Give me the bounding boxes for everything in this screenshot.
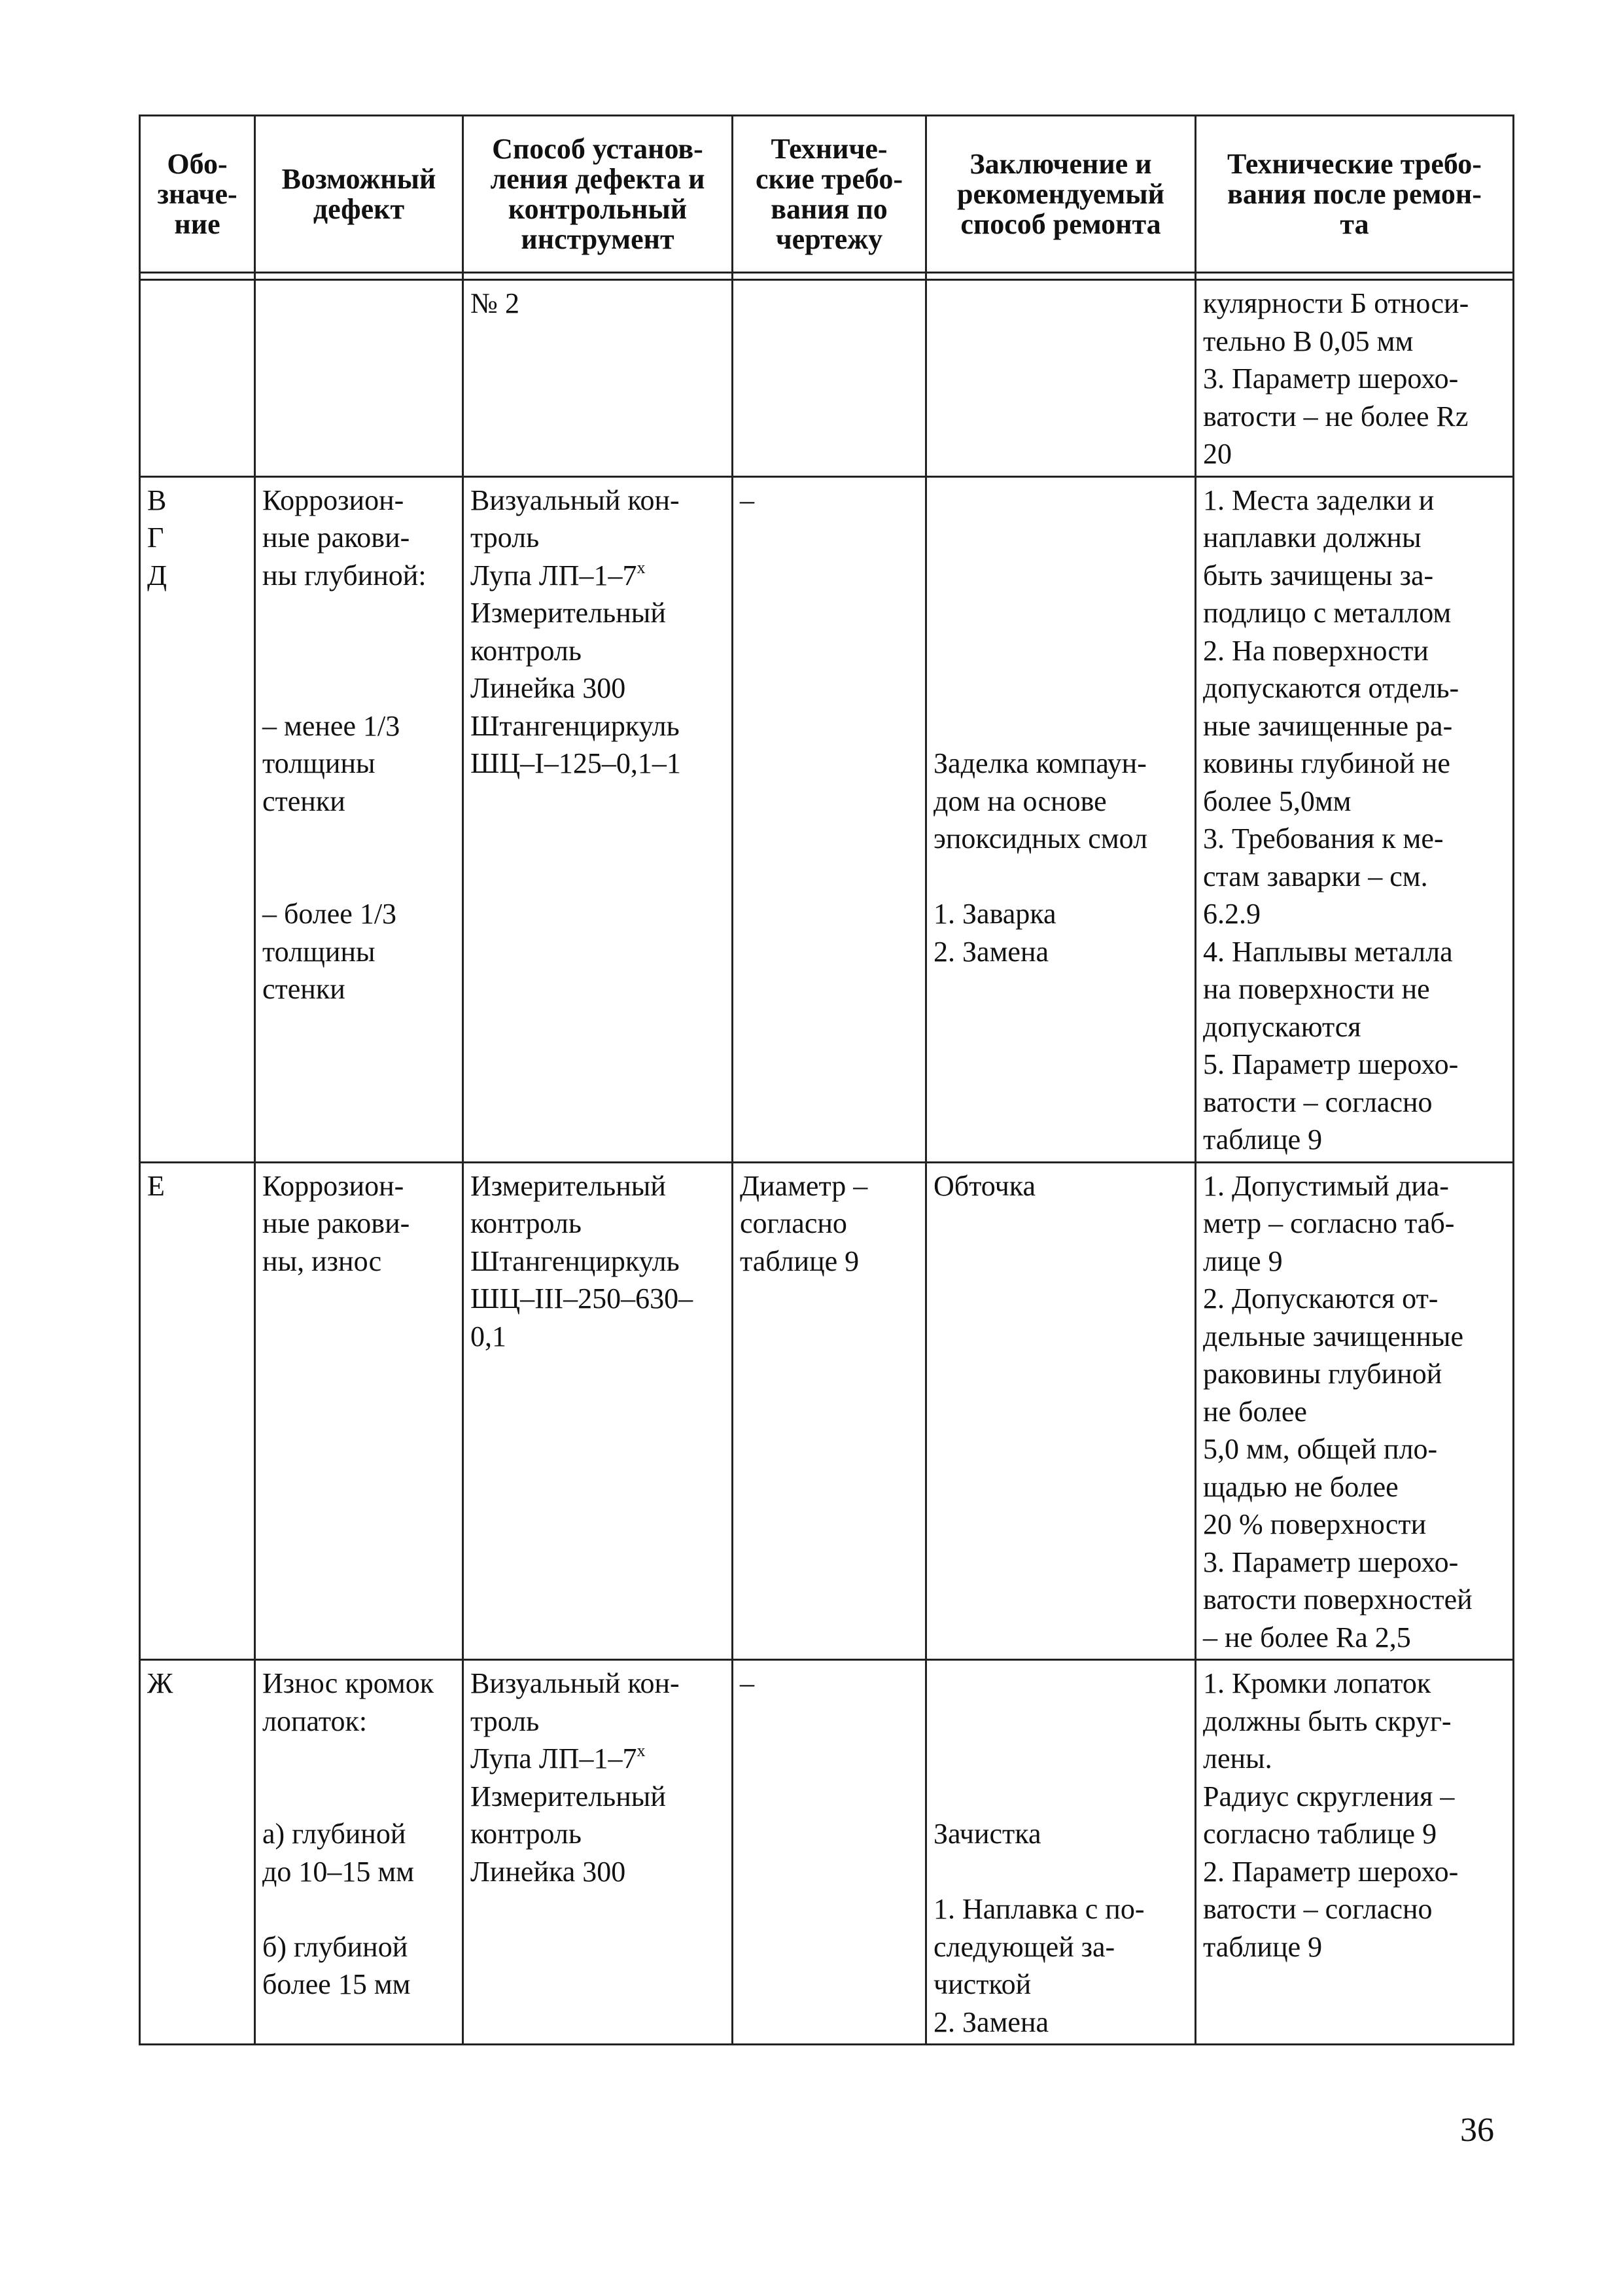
- cell-line: быть зачищены за-: [1203, 559, 1434, 592]
- cell-line: Ж: [147, 1667, 173, 1699]
- header-method: Способ установ- ления дефекта и контрольный инструмент: [463, 116, 733, 273]
- cell-line: ные ракови-: [262, 521, 410, 554]
- cell-line: –: [740, 1667, 754, 1699]
- superscript: х: [637, 557, 646, 577]
- cell-line: [934, 1853, 1188, 1891]
- cell-line: [934, 707, 1188, 745]
- cell-line: б) глубиной: [262, 1930, 408, 1963]
- table-row: [140, 1660, 1514, 2045]
- after-repair-cell: [1196, 476, 1514, 1162]
- cell-line: ШЦ–I–125–0,1–1: [470, 747, 681, 779]
- cell-line: 1. Наплавка с по-: [934, 1893, 1145, 1925]
- cell-line: [262, 632, 455, 670]
- cell-line: 3. Параметр шерохо-: [1203, 1545, 1459, 1578]
- cell-line: эпоксидных смол: [934, 822, 1148, 855]
- cell-line: ные зачищенные ра-: [1203, 709, 1453, 742]
- cell-line: ватости – согласно: [1203, 1086, 1433, 1118]
- cell-line: ные ракови-: [262, 1207, 410, 1239]
- cell-line: [934, 858, 1188, 896]
- cell-line: [934, 1665, 1188, 1703]
- cell-line: Г: [147, 521, 164, 554]
- after-repair-cell: [1196, 1660, 1514, 2045]
- method-cell: [463, 1162, 733, 1660]
- cell-line: троль: [470, 521, 540, 554]
- cell-line: 6.2.9: [1203, 898, 1261, 930]
- cell-line: таблице 9: [740, 1245, 860, 1277]
- cell-line: [934, 1703, 1188, 1740]
- cell-line: до 10–15 мм: [262, 1855, 415, 1888]
- cell-line: [262, 1740, 455, 1778]
- cell-line: Линейка 300: [470, 672, 626, 704]
- cell-line: ковины глубиной не: [1203, 747, 1450, 779]
- cell-line: 4. Наплывы металла: [1203, 935, 1453, 968]
- repair-cell: [926, 1660, 1196, 2045]
- cell-line: Измерительный: [470, 1780, 666, 1812]
- cell-line: 1. Кромки лопаток: [1203, 1667, 1431, 1699]
- cell-line: 5. Параметр шерохо-: [1203, 1048, 1459, 1080]
- cell-line: 1. Допустимый диа-: [1203, 1169, 1449, 1202]
- cell-line: 2. Допускаются от-: [1203, 1282, 1439, 1315]
- header-separator: [140, 273, 1514, 280]
- after-repair-cell: [1196, 1162, 1514, 1660]
- cell-line: Измерительный: [470, 597, 666, 629]
- cell-line: стенки: [262, 785, 345, 817]
- method-cell: [463, 476, 733, 1162]
- defects-table: [139, 115, 1514, 2045]
- cell-line: 1. Места заделки и: [1203, 484, 1435, 516]
- cell-line: должны быть скруг-: [1203, 1704, 1452, 1737]
- designation-cell: [140, 1660, 255, 2045]
- cell-line: В: [147, 484, 167, 516]
- header-designation: Обо- значе- ние: [140, 116, 255, 273]
- drawing-requirements-cell: [733, 1162, 926, 1660]
- superscript: х: [637, 1741, 646, 1760]
- cell-line: на поверхности не: [1203, 973, 1430, 1005]
- cell-line: [934, 669, 1188, 707]
- cell-line: [262, 669, 455, 707]
- cell-line: лопаток:: [262, 1704, 368, 1737]
- cell-line: не более: [1203, 1395, 1307, 1428]
- cell-line: Штангенциркуль: [470, 1245, 680, 1277]
- designation-cell: [140, 476, 255, 1162]
- cell-line: допускаются: [1203, 1010, 1361, 1043]
- cell-line: 5,0 мм, общей пло-: [1203, 1433, 1438, 1465]
- cell-line: [262, 1890, 455, 1928]
- cell-line: ны, износ: [262, 1245, 382, 1277]
- cell-line: [934, 632, 1188, 670]
- cell-line: ватости – не более Rz: [1203, 400, 1469, 433]
- cell-line: более 15 мм: [262, 1968, 411, 2000]
- cell-line: 2. Замена: [934, 2005, 1049, 2038]
- defect-cell: [255, 1660, 463, 2045]
- cell-line: лице 9: [1203, 1245, 1283, 1277]
- defect-cell: [255, 280, 463, 477]
- cell-line: 3. Параметр шерохо-: [1203, 362, 1459, 395]
- cell-line: № 2: [470, 287, 519, 319]
- cell-line: наплавки должны: [1203, 521, 1422, 554]
- header-repair: Заключение и рекомендуемый способ ремонта: [926, 116, 1196, 273]
- cell-line: Коррозион-: [262, 484, 404, 516]
- cell-line: Зачистка: [934, 1818, 1041, 1850]
- cell-line: тельно В 0,05 мм: [1203, 325, 1414, 357]
- cell-line: более 5,0мм: [1203, 785, 1352, 817]
- cell-line: 20: [1203, 438, 1232, 470]
- method-cell: [463, 280, 733, 477]
- cell-line: Измерительный: [470, 1169, 666, 1202]
- cell-line: 2. Замена: [934, 935, 1049, 968]
- cell-line: Диаметр –: [740, 1169, 868, 1202]
- header-drawing-requirements: Техниче- ские требо- вания по чертежу: [733, 116, 926, 273]
- cell-line: контроль: [470, 1207, 582, 1239]
- cell-line: дельные зачищенные: [1203, 1320, 1463, 1352]
- cell-line: Е: [147, 1169, 165, 1202]
- cell-line: дом на основе: [934, 785, 1107, 817]
- cell-line: Износ кромок: [262, 1667, 434, 1699]
- repair-cell: [926, 280, 1196, 477]
- defect-cell: [255, 1162, 463, 1660]
- table-row: [140, 476, 1514, 1162]
- cell-line: [934, 594, 1188, 632]
- drawing-requirements-cell: [733, 280, 926, 477]
- cell-line: чисткой: [934, 1968, 1032, 2000]
- repair-cell: [926, 1162, 1196, 1660]
- cell-line: таблице 9: [1203, 1123, 1323, 1156]
- header-after-repair-requirements: Технические требо- вания после ремон- та: [1196, 116, 1514, 273]
- cell-line: Д: [147, 559, 167, 592]
- cell-line: согласно: [740, 1207, 847, 1239]
- cell-line: – более 1/3: [262, 898, 397, 930]
- cell-line: [934, 1740, 1188, 1778]
- cell-line: таблице 9: [1203, 1930, 1323, 1963]
- cell-line: а) глубиной: [262, 1818, 406, 1850]
- cell-line: Визуальный кон-: [470, 1667, 680, 1699]
- defect-cell: [255, 476, 463, 1162]
- cell-line: Визуальный кон-: [470, 484, 680, 516]
- designation-cell: [140, 280, 255, 477]
- cell-line: Линейка 300: [470, 1855, 626, 1888]
- cell-line: – менее 1/3: [262, 709, 400, 742]
- cell-line: Обточка: [934, 1169, 1036, 1202]
- cell-line: толщины: [262, 935, 375, 968]
- cell-line: Лупа $ЛП-1-7^х$: [470, 1741, 646, 1775]
- drawing-requirements-cell: [733, 1660, 926, 2045]
- cell-line: согласно таблице 9: [1203, 1818, 1437, 1850]
- designation-cell: [140, 1162, 255, 1660]
- header-defect: Возможный дефект: [255, 116, 463, 273]
- cell-line: 2. Параметр шерохо-: [1203, 1855, 1459, 1888]
- method-cell: [463, 1660, 733, 2045]
- table-row: [140, 1162, 1514, 1660]
- cell-line: ны глубиной:: [262, 559, 427, 592]
- cell-line: 1. Заварка: [934, 898, 1056, 930]
- cell-line: контроль: [470, 1818, 582, 1850]
- cell-line: [934, 482, 1188, 520]
- cell-line: допускаются отдель-: [1203, 672, 1459, 704]
- cell-line: 20 % поверхности: [1203, 1508, 1427, 1540]
- cell-line: толщины: [262, 747, 375, 779]
- cell-line: следующей за-: [934, 1930, 1115, 1963]
- after-repair-cell: [1196, 280, 1514, 477]
- cell-line: подлицо с металлом: [1203, 597, 1452, 629]
- cell-line: Лупа $ЛП-1-7^х$: [470, 557, 646, 592]
- cell-line: кулярности Б относи-: [1203, 287, 1469, 319]
- cell-line: стам заварки – см.: [1203, 860, 1428, 892]
- cell-line: троль: [470, 1704, 540, 1737]
- cell-line: контроль: [470, 634, 582, 667]
- cell-line: – не более Ra 2,5: [1203, 1621, 1411, 1653]
- cell-line: 2. На поверхности: [1203, 634, 1429, 667]
- cell-line: ватости поверхностей: [1203, 1583, 1473, 1616]
- cell-line: ШЦ–III–250–630–: [470, 1282, 693, 1315]
- cell-line: [934, 519, 1188, 557]
- cell-line: [934, 557, 1188, 595]
- cell-line: 0,1: [470, 1320, 506, 1352]
- header-row: [140, 116, 1514, 273]
- cell-line: [262, 820, 455, 858]
- cell-line: [262, 1778, 455, 1816]
- cell-line: ватости – согласно: [1203, 1893, 1433, 1925]
- cell-line: стенки: [262, 973, 345, 1005]
- cell-line: [262, 594, 455, 632]
- repair-cell: [926, 476, 1196, 1162]
- cell-line: Радиус скругления –: [1203, 1780, 1455, 1812]
- cell-line: 3. Требования к ме-: [1203, 822, 1444, 855]
- page-number: 36: [1460, 2111, 1494, 2149]
- drawing-requirements-cell: [733, 476, 926, 1162]
- cell-line: лены.: [1203, 1742, 1272, 1775]
- cell-line: Заделка компаун-: [934, 747, 1147, 779]
- cell-line: Штангенциркуль: [470, 709, 680, 742]
- cell-line: щадью не более: [1203, 1470, 1399, 1503]
- cell-line: метр – согласно таб-: [1203, 1207, 1455, 1239]
- cell-line: [934, 1778, 1188, 1816]
- cell-line: раковины глубиной: [1203, 1358, 1442, 1390]
- cell-line: Коррозион-: [262, 1169, 404, 1202]
- table-row: [140, 280, 1514, 477]
- cell-line: [262, 858, 455, 896]
- cell-line: –: [740, 484, 754, 516]
